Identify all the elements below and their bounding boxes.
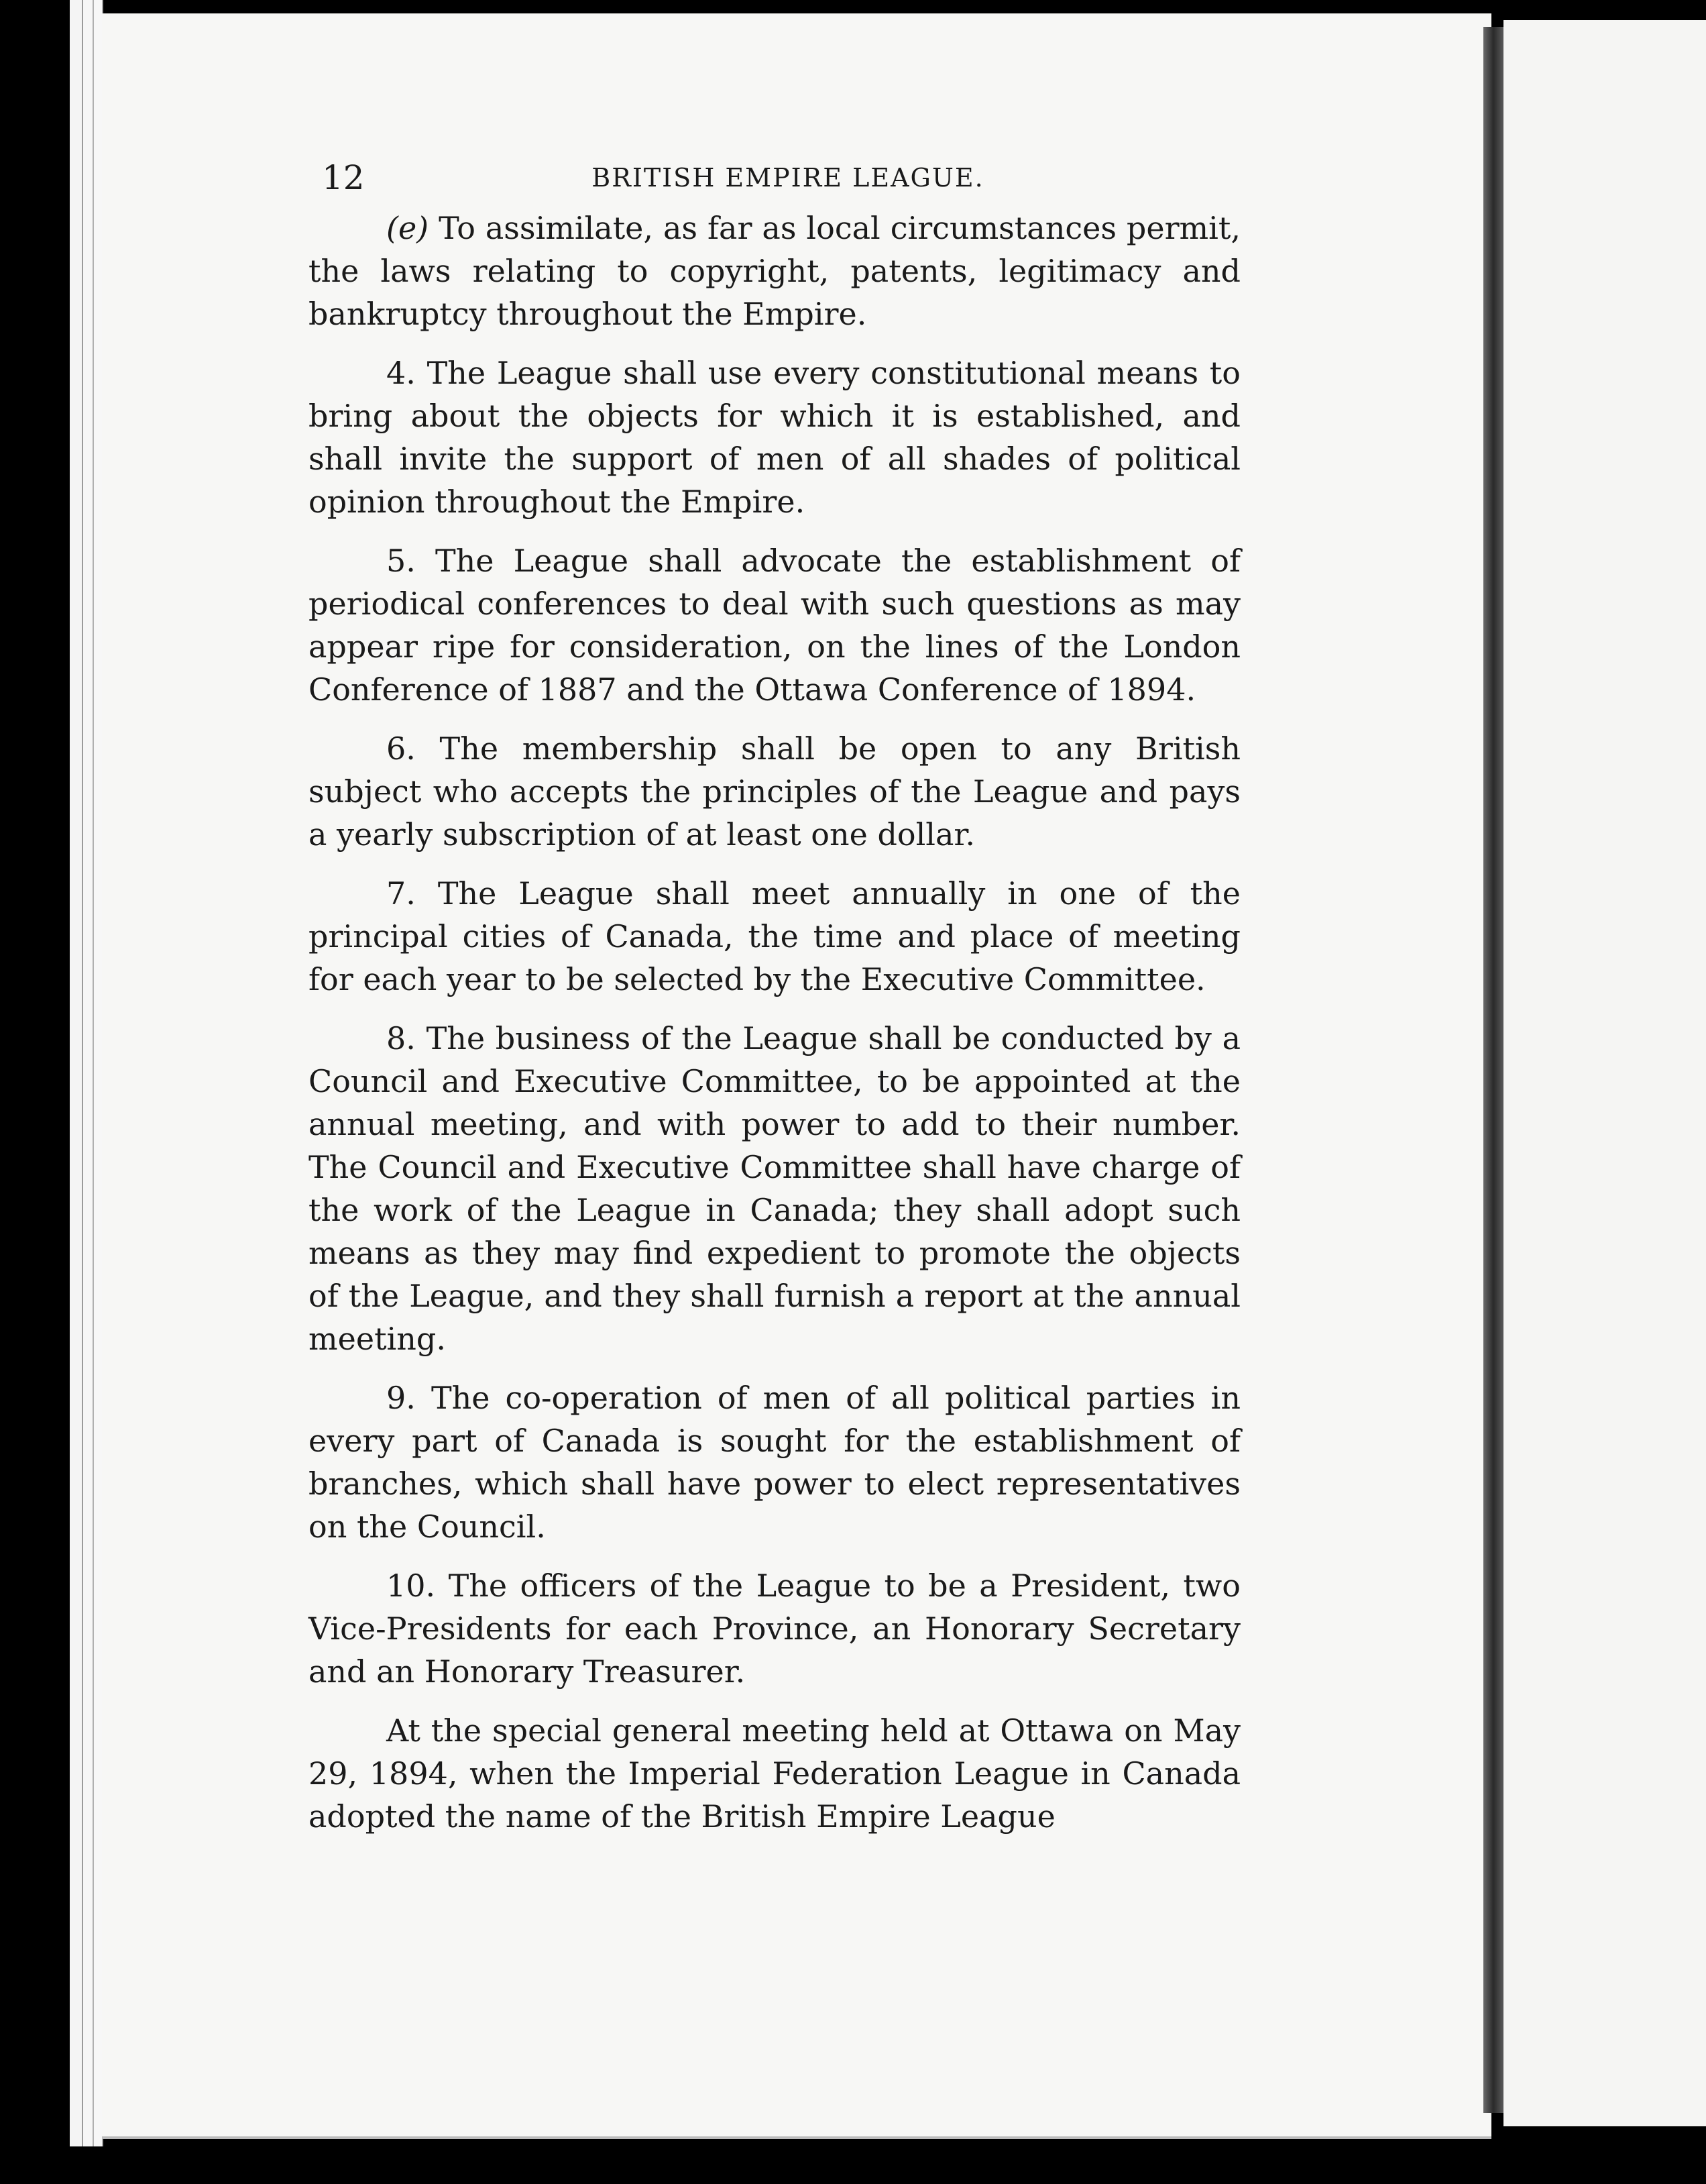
page-number: 12 — [322, 158, 365, 197]
page-stack-edge — [83, 0, 94, 2146]
paragraph-e — [308, 207, 1241, 335]
paragraph-text: The membership shall be open to any British subject who accepts the principles of the League and pays a yearly subscription of at least one dollar. — [308, 730, 1241, 853]
page-stack-edge — [70, 0, 83, 2146]
paragraph-marker: 9. — [386, 1380, 416, 1416]
paragraph-9 — [308, 1376, 1241, 1548]
paragraph-marker: 4. — [386, 355, 416, 391]
paragraph-text: To assimilate, as far as local circumstances permit, the laws relating to copyright, patents, legitimacy and bankruptcy throughout the Empire. — [308, 210, 1241, 332]
paragraph-8 — [308, 1017, 1241, 1360]
paragraph-6 — [308, 727, 1241, 856]
paragraph-text: At the special general meeting held at Ottawa on May 29, 1894, when the Imperial Federation League in Canada adopted the name of the British Empire League — [308, 1712, 1241, 1835]
paragraph-text: The League shall advocate the establishment of periodical conferences to deal with such questions as may appear ripe for consideration, on the lines of the London Conference of 1887 and the Ottawa Conference of 1894. — [308, 543, 1241, 708]
paragraph-text: The League shall use every constitutional means to bring about the objects for which it is established, and shall invite the support of men of all shades of political opinion throughout the Empire. — [308, 355, 1241, 520]
running-head-title: BRITISH EMPIRE LEAGUE. — [591, 163, 984, 193]
paragraph-marker: 5. — [386, 543, 416, 579]
paragraph-text: The co-operation of men of all political parties in every part of Canada is sought for the establishment of branches, which shall have power to elect representatives on the Council. — [308, 1380, 1241, 1545]
paragraph-text: The League shall meet annually in one of the principal cities of Canada, the time and place of meeting for each year to be selected by the Executive Committee. — [308, 875, 1241, 997]
paragraph-marker: 8. — [386, 1020, 416, 1056]
paragraph-marker: 7. — [386, 875, 416, 912]
book-spine-shadow — [1483, 27, 1503, 2113]
running-head — [308, 154, 1241, 201]
paragraph-marker: 6. — [386, 730, 416, 767]
paragraph-7 — [308, 872, 1241, 1001]
paragraph-text: The officers of the League to be a President, two Vice-Presidents for each Province, an Honorary Secretary and an Honorary Treasurer. — [308, 1568, 1241, 1690]
paragraph-text: The business of the League shall be conducted by a Council and Executive Committee, to be appointed at the annual meeting, and with power to add to their number. The Council and Executive Committee shall have charge of the work of the League in Canada; they shall adopt such means as they may find expedient to promote the objects of the League, and they shall furnish a report at the annual meeting. — [308, 1020, 1241, 1357]
paragraph-10 — [308, 1564, 1241, 1693]
paragraph-marker: (e) — [386, 210, 429, 246]
paragraph-5 — [308, 539, 1241, 711]
paragraph-marker: 10. — [386, 1568, 436, 1604]
page-text — [308, 154, 1241, 1854]
paragraph-special-meeting — [308, 1709, 1241, 1838]
facing-page — [1503, 20, 1706, 2126]
paragraph-4 — [308, 351, 1241, 523]
